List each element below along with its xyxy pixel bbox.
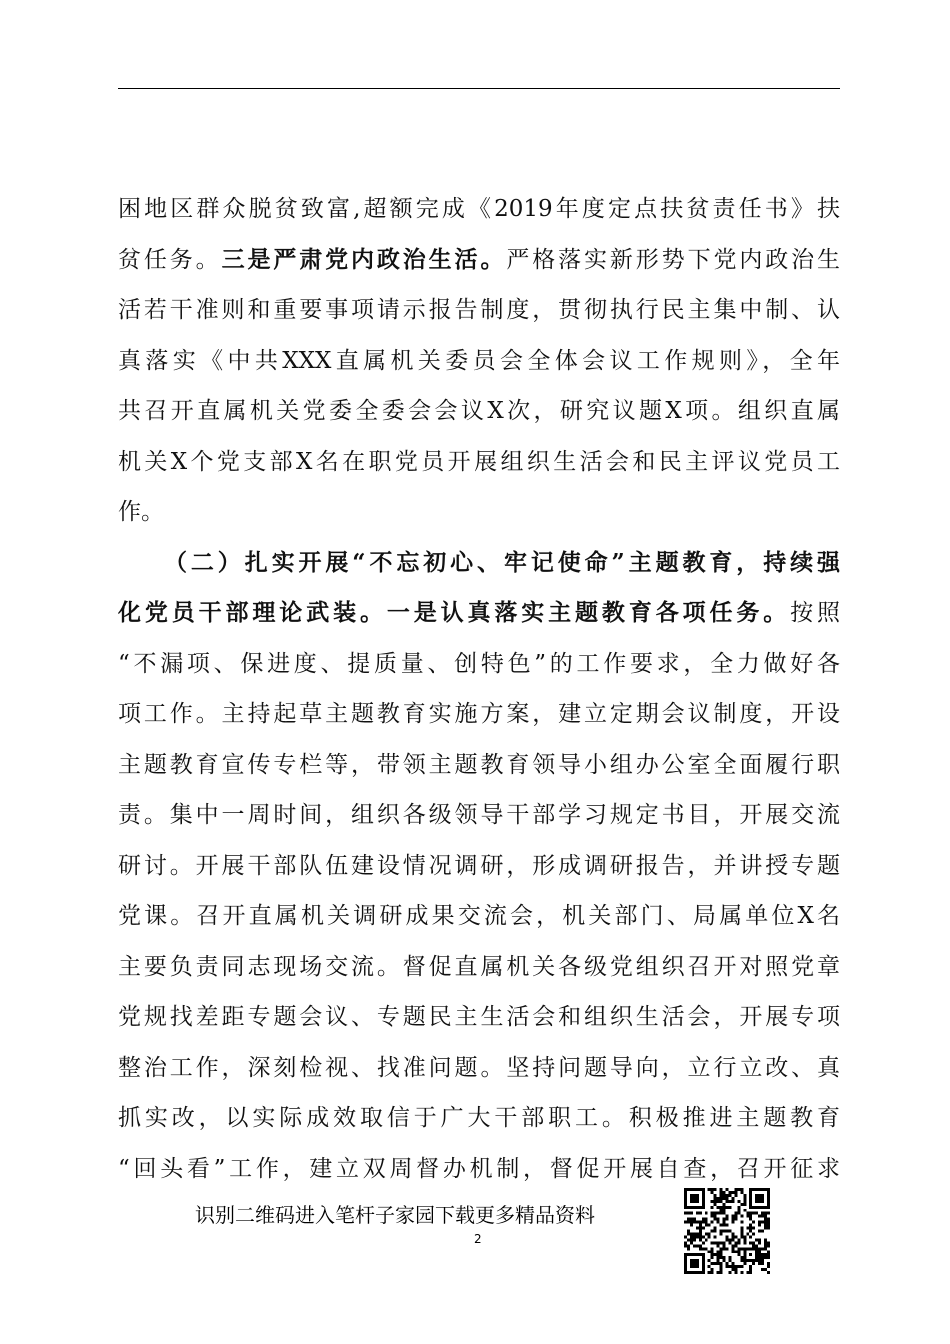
text-line (118, 841, 840, 892)
text-line (118, 992, 840, 1043)
text-segment: 研讨。开展干部队伍建设情况调研，形成调研报告，并讲授专题 (118, 852, 840, 879)
text-segment: “不漏项、保进度、提质量、创特色”的工作要求，全力做好各 (118, 650, 840, 677)
text-line (118, 437, 840, 488)
text-line (118, 740, 840, 791)
qr-code-icon[interactable] (684, 1188, 770, 1274)
text-line (118, 790, 840, 841)
text-segment: 抓实改，以实际成效取信于广大干部职工。积极推进主题教育 (118, 1105, 840, 1131)
text-line (118, 689, 840, 740)
footer-promo-text: 识别二维码进入笔杆子家园下载更多精品资料 (195, 1203, 595, 1227)
text-segment: 按照 (790, 600, 840, 626)
text-segment: 真落实《中共XXX直属机关委员会全体会议工作规则》，全年 (118, 347, 840, 374)
text-segment: 责。集中一周时间，组织各级领导干部学习规定书目，开展交流 (118, 802, 840, 828)
document-body (118, 184, 840, 1194)
page-number: 2 (474, 1232, 482, 1246)
text-line (118, 1144, 840, 1195)
text-line (118, 538, 840, 589)
text-line (118, 891, 840, 942)
text-line (118, 386, 840, 437)
text-line (118, 639, 840, 690)
text-segment: 党规找差距专题会议、专题民主生活会和组织生活会，开展专项 (118, 1004, 840, 1030)
text-segment: “回头看”工作，建立双周督办机制，督促开展自查，召开征求 (118, 1155, 840, 1182)
text-line (118, 1093, 840, 1144)
text-line (118, 1043, 840, 1094)
text-line (118, 487, 840, 538)
bold-text-segment: 化党员干部理论武装。 (118, 599, 387, 626)
text-segment: 共召开直属机关党委全委会会议X次，研究议题X项。组织直属 (118, 398, 840, 424)
text-segment: 作。 (118, 499, 164, 525)
text-line (118, 235, 840, 286)
text-line (118, 336, 840, 387)
text-segment: 主要负责同志现场交流。督促直属机关各级党组织召开对照党章 (118, 953, 840, 980)
text-segment: 党课。召开直属机关调研成果交流会，机关部门、局属单位X名 (118, 903, 840, 929)
text-line (118, 942, 840, 993)
bold-text-segment: （二）扎实开展“不忘初心、牢记使命”主题教育，持续强 (164, 548, 840, 576)
text-segment: 贫任务。 (118, 246, 222, 273)
text-segment: 机关X个党支部X名在职党员开展组织生活会和民主评议党员工 (118, 448, 840, 475)
text-segment: 活若干准则和重要事项请示报告制度，贯彻执行民主集中制、认 (118, 297, 840, 323)
text-segment: 项工作。主持起草主题教育实施方案，建立定期会议制度，开设 (118, 701, 840, 727)
header-rule (118, 88, 840, 89)
bold-text-segment: 三是严肃党内政治生活。 (221, 245, 507, 273)
text-segment: 整治工作，深刻检视、找准问题。坚持问题导向，立行立改、真 (118, 1054, 840, 1081)
text-segment: 严格落实新形势下党内政治生 (506, 246, 840, 273)
text-line (118, 184, 840, 235)
text-segment: 困地区群众脱贫致富,超额完成《2019年度定点扶贫责任书》扶 (118, 196, 840, 222)
text-segment: 主题教育宣传专栏等，带领主题教育领导小组办公室全面履行职 (118, 751, 840, 778)
bold-text-segment: 一是认真落实主题教育各项任务。 (386, 599, 791, 626)
text-line (118, 285, 840, 336)
text-line (118, 588, 840, 639)
